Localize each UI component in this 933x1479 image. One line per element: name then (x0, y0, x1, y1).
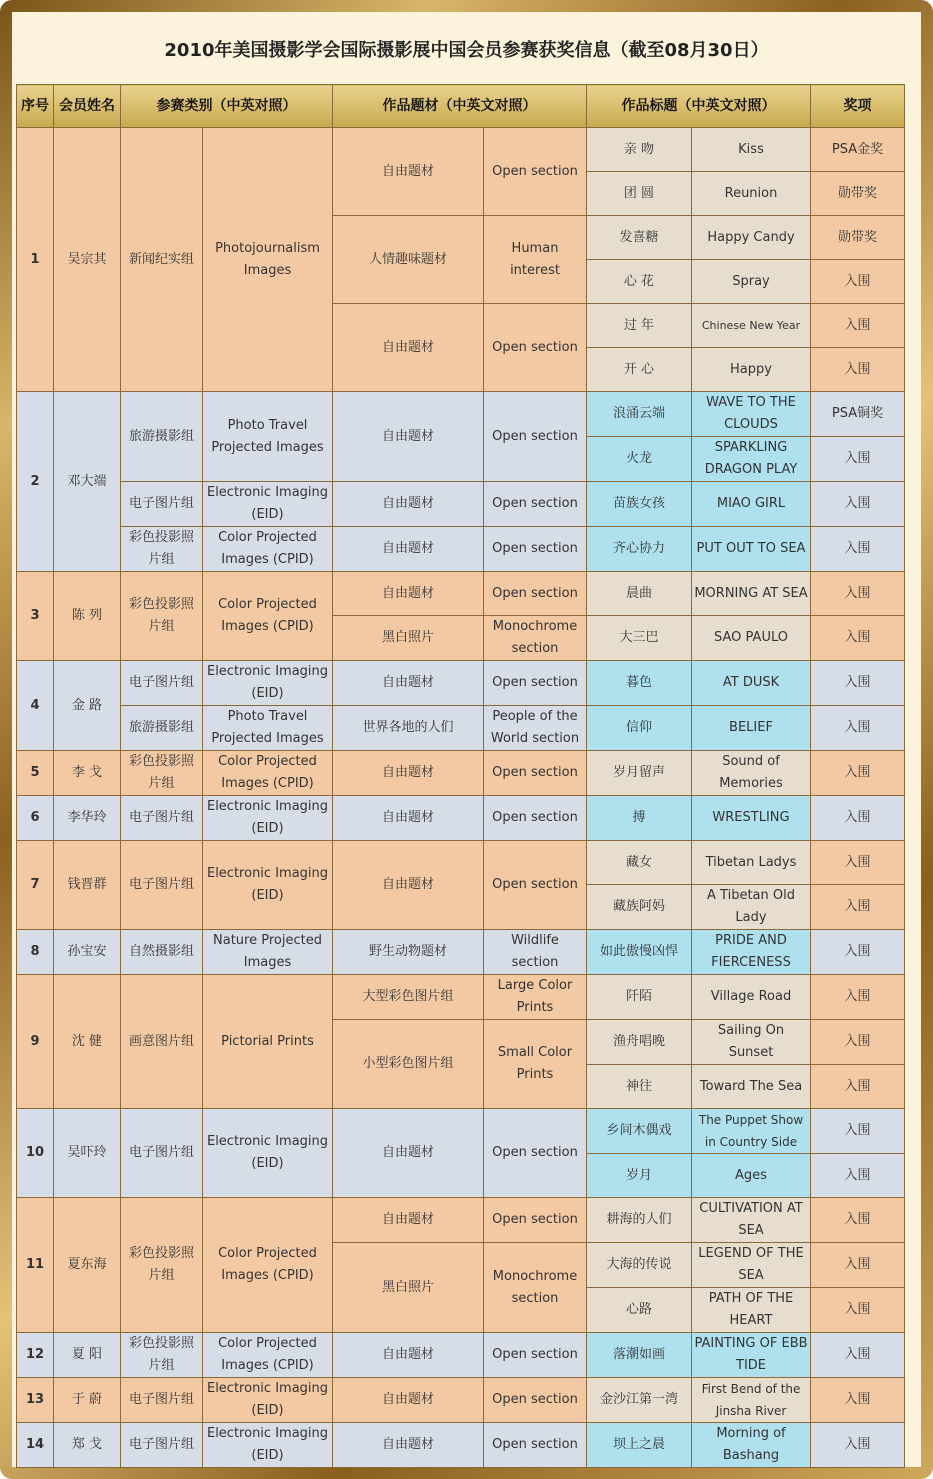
award: 入围 (811, 885, 905, 930)
table-row (17, 1109, 905, 1154)
member-name: 金 路 (54, 661, 121, 751)
subject-en: Monochrome section (484, 1243, 587, 1333)
work-cn: 火龙 (587, 437, 692, 482)
category-cn: 电子图片组 (121, 1378, 203, 1423)
table-row (17, 841, 905, 885)
work-cn: 开 心 (587, 348, 692, 392)
work-en: MIAO GIRL (692, 482, 811, 527)
header-award: 奖项 (811, 85, 905, 128)
work-cn: 藏族阿妈 (587, 885, 692, 930)
entry-no: 11 (17, 1198, 54, 1333)
subject-cn: 自由题材 (333, 796, 484, 841)
category-cn: 电子图片组 (121, 1109, 203, 1198)
subject-en: Open section (484, 1198, 587, 1243)
entry-no: 5 (17, 751, 54, 796)
award: 入围 (811, 1109, 905, 1154)
table-row (17, 930, 905, 975)
work-cn: 坝上之晨 (587, 1423, 692, 1468)
category-cn: 彩色投影照片组 (121, 751, 203, 796)
work-en: BELIEF (692, 706, 811, 751)
work-cn: 晨曲 (587, 572, 692, 616)
category-cn: 彩色投影照片组 (121, 1198, 203, 1333)
work-en: Village Road (692, 975, 811, 1020)
subject-cn: 自由题材 (333, 392, 484, 482)
work-cn: 心 花 (587, 260, 692, 304)
work-en: Happy Candy (692, 216, 811, 260)
category-en: Electronic Imaging (EID) (203, 482, 333, 527)
award: 入围 (811, 975, 905, 1020)
category-en: Electronic Imaging (EID) (203, 841, 333, 930)
subject-cn: 世界各地的人们 (333, 706, 484, 751)
member-name: 吴宗其 (54, 128, 121, 392)
subject-en: Open section (484, 392, 587, 482)
subject-cn: 黑白照片 (333, 616, 484, 661)
work-cn: 大海的传说 (587, 1243, 692, 1288)
award: 入围 (811, 260, 905, 304)
work-en: Sailing On Sunset (692, 1020, 811, 1065)
category-en: Color Projected Images (CPID) (203, 751, 333, 796)
work-cn: 大三巴 (587, 616, 692, 661)
table-row (17, 975, 905, 1020)
subject-cn: 自由题材 (333, 1378, 484, 1423)
work-cn: 神往 (587, 1065, 692, 1109)
member-name: 于 蔚 (54, 1378, 121, 1423)
table-row (17, 661, 905, 706)
category-en: Color Projected Images (CPID) (203, 527, 333, 572)
award: 入围 (811, 616, 905, 661)
subject-en: Open section (484, 751, 587, 796)
subject-en: Wildlife section (484, 930, 587, 975)
table-row (17, 706, 905, 751)
category-cn: 电子图片组 (121, 482, 203, 527)
work-en: LEGEND OF THE SEA (692, 1243, 811, 1288)
table-row (17, 1333, 905, 1378)
table-row (17, 1423, 905, 1468)
subject-cn: 野生动物题材 (333, 930, 484, 975)
work-en: PATH OF THE HEART (692, 1288, 811, 1333)
work-cn: 岁月 (587, 1154, 692, 1198)
category-en: Electronic Imaging (EID) (203, 796, 333, 841)
work-en: Kiss (692, 128, 811, 172)
entry-no: 13 (17, 1378, 54, 1423)
category-cn: 电子图片组 (121, 841, 203, 930)
category-en: Nature Projected Images (203, 930, 333, 975)
award: 入围 (811, 1020, 905, 1065)
category-en: Electronic Imaging (EID) (203, 661, 333, 706)
award: 入围 (811, 348, 905, 392)
work-cn: 发喜糖 (587, 216, 692, 260)
table-row (17, 1378, 905, 1423)
award: 入围 (811, 304, 905, 348)
subject-cn: 人情趣味题材 (333, 216, 484, 304)
subject-cn: 小型彩色图片组 (333, 1020, 484, 1109)
entry-no: 12 (17, 1333, 54, 1378)
category-cn: 电子图片组 (121, 661, 203, 706)
award: 入围 (811, 1243, 905, 1288)
category-en: Color Projected Images (CPID) (203, 1333, 333, 1378)
subject-en: Open section (484, 796, 587, 841)
header-category: 参赛类别（中英对照） (121, 85, 333, 128)
work-cn: 暮色 (587, 661, 692, 706)
subject-cn: 自由题材 (333, 841, 484, 930)
award: 入围 (811, 930, 905, 975)
subject-cn: 黑白照片 (333, 1243, 484, 1333)
header-member: 会员姓名 (54, 85, 121, 128)
subject-cn: 自由题材 (333, 527, 484, 572)
award: 入围 (811, 1423, 905, 1468)
table-row (17, 572, 905, 616)
entry-no: 2 (17, 392, 54, 572)
member-name: 李华玲 (54, 796, 121, 841)
work-en: MORNING AT SEA (692, 572, 811, 616)
table-row (17, 796, 905, 841)
subject-cn: 自由题材 (333, 482, 484, 527)
category-en: Electronic Imaging (EID) (203, 1109, 333, 1198)
work-en: WRESTLING (692, 796, 811, 841)
category-cn: 自然摄影组 (121, 930, 203, 975)
subject-en: Open section (484, 482, 587, 527)
work-cn: 如此傲慢凶悍 (587, 930, 692, 975)
work-en: CULTIVATION AT SEA (692, 1198, 811, 1243)
work-en: Spray (692, 260, 811, 304)
award: 入围 (811, 572, 905, 616)
award: 入围 (811, 751, 905, 796)
award: 入围 (811, 527, 905, 572)
work-en: The Puppet Show in Country Side (692, 1109, 811, 1154)
work-en: A Tibetan Old Lady (692, 885, 811, 930)
award: 入围 (811, 796, 905, 841)
table-row (17, 751, 905, 796)
header-row (17, 85, 905, 128)
category-cn: 电子图片组 (121, 1423, 203, 1468)
work-cn: 阡陌 (587, 975, 692, 1020)
entry-no: 6 (17, 796, 54, 841)
subject-cn: 自由题材 (333, 1198, 484, 1243)
category-en: Electronic Imaging (EID) (203, 1378, 333, 1423)
member-name: 孙宝安 (54, 930, 121, 975)
work-en: Toward The Sea (692, 1065, 811, 1109)
award: PSA铜奖 (811, 392, 905, 437)
header-no: 序号 (17, 85, 54, 128)
award: 勋带奖 (811, 172, 905, 216)
work-en: SPARKLING DRAGON PLAY (692, 437, 811, 482)
subject-en: Open section (484, 572, 587, 616)
subject-en: Open section (484, 1333, 587, 1378)
award: 入围 (811, 1065, 905, 1109)
subject-en: Monochrome section (484, 616, 587, 661)
subject-cn: 自由题材 (333, 751, 484, 796)
header-subject: 作品题材（中英文对照） (333, 85, 587, 128)
work-cn: 乡间木偶戏 (587, 1109, 692, 1154)
award: 勋带奖 (811, 216, 905, 260)
category-cn: 电子图片组 (121, 796, 203, 841)
category-cn: 彩色投影照片组 (121, 572, 203, 661)
work-cn: 过 年 (587, 304, 692, 348)
category-cn: 新闻纪实组 (121, 128, 203, 392)
category-cn: 彩色投影照片组 (121, 527, 203, 572)
subject-en: Open section (484, 1423, 587, 1468)
member-name: 李 戈 (54, 751, 121, 796)
category-en: Color Projected Images (CPID) (203, 1198, 333, 1333)
member-name: 钱晋群 (54, 841, 121, 930)
work-en: SAO PAULO (692, 616, 811, 661)
subject-en: Small Color Prints (484, 1020, 587, 1109)
award: 入围 (811, 841, 905, 885)
subject-cn: 自由题材 (333, 1423, 484, 1468)
member-name: 沈 健 (54, 975, 121, 1109)
work-en: Sound of Memories (692, 751, 811, 796)
award: 入围 (811, 1378, 905, 1423)
work-cn: 心路 (587, 1288, 692, 1333)
work-en: Morning of Bashang (692, 1423, 811, 1468)
entry-no: 1 (17, 128, 54, 392)
work-cn: 渔舟唱晚 (587, 1020, 692, 1065)
award: 入围 (811, 1154, 905, 1198)
category-en: Photo Travel Projected Images (203, 392, 333, 482)
work-en: WAVE TO THE CLOUDS (692, 392, 811, 437)
work-en: Tibetan Ladys (692, 841, 811, 885)
subject-en: Open section (484, 1378, 587, 1423)
entry-no: 8 (17, 930, 54, 975)
work-en: AT DUSK (692, 661, 811, 706)
subject-en: Large Color Prints (484, 975, 587, 1020)
category-cn: 旅游摄影组 (121, 706, 203, 751)
work-cn: 信仰 (587, 706, 692, 751)
award: 入围 (811, 1333, 905, 1378)
subject-en: Open section (484, 841, 587, 930)
award: 入围 (811, 437, 905, 482)
member-name: 郑 戈 (54, 1423, 121, 1468)
category-en: Photojournalism Images (203, 128, 333, 392)
page-title: 2010年美国摄影学会国际摄影展中国会员参赛获奖信息（截至08月30日） (164, 40, 769, 61)
subject-en: Open section (484, 304, 587, 392)
work-en: PUT OUT TO SEA (692, 527, 811, 572)
work-en: PAINTING OF EBB TIDE (692, 1333, 811, 1378)
entry-no: 3 (17, 572, 54, 661)
work-cn: 亲 吻 (587, 128, 692, 172)
subject-cn: 大型彩色图片组 (333, 975, 484, 1020)
table-row (17, 527, 905, 572)
member-name: 邓大端 (54, 392, 121, 572)
work-en: First Bend of the Jinsha River (692, 1378, 811, 1423)
work-cn: 藏女 (587, 841, 692, 885)
subject-cn: 自由题材 (333, 1333, 484, 1378)
entry-no: 4 (17, 661, 54, 751)
subject-en: Open section (484, 661, 587, 706)
category-en: Photo Travel Projected Images (203, 706, 333, 751)
table-row (17, 392, 905, 437)
work-en: Chinese New Year (692, 304, 811, 348)
entry-no: 14 (17, 1423, 54, 1468)
category-cn: 旅游摄影组 (121, 392, 203, 482)
subject-cn: 自由题材 (333, 1109, 484, 1198)
work-cn: 齐心协力 (587, 527, 692, 572)
category-en: Electronic Imaging (EID) (203, 1423, 333, 1468)
subject-en: Human interest (484, 216, 587, 304)
member-name: 夏东海 (54, 1198, 121, 1333)
category-cn: 画意图片组 (121, 975, 203, 1109)
award: 入围 (811, 482, 905, 527)
work-en: Reunion (692, 172, 811, 216)
work-cn: 搏 (587, 796, 692, 841)
work-cn: 落潮如画 (587, 1333, 692, 1378)
entry-no: 9 (17, 975, 54, 1109)
subject-cn: 自由题材 (333, 304, 484, 392)
work-en: Ages (692, 1154, 811, 1198)
subject-en: Open section (484, 1109, 587, 1198)
subject-cn: 自由题材 (333, 572, 484, 616)
entry-no: 7 (17, 841, 54, 930)
award: 入围 (811, 661, 905, 706)
subject-en: People of the World section (484, 706, 587, 751)
subject-cn: 自由题材 (333, 128, 484, 216)
work-en: PRIDE AND FIERCENESS (692, 930, 811, 975)
member-name: 陈 列 (54, 572, 121, 661)
work-cn: 苗族女孩 (587, 482, 692, 527)
work-cn: 团 圆 (587, 172, 692, 216)
subject-cn: 自由题材 (333, 661, 484, 706)
work-en: Happy (692, 348, 811, 392)
entry-no: 10 (17, 1109, 54, 1198)
award: 入围 (811, 1288, 905, 1333)
category-cn: 彩色投影照片组 (121, 1333, 203, 1378)
table-row (17, 128, 905, 172)
work-cn: 岁月留声 (587, 751, 692, 796)
awards-table (16, 84, 905, 1468)
award: PSA金奖 (811, 128, 905, 172)
header-work-title: 作品标题（中英文对照） (587, 85, 811, 128)
work-cn: 金沙江第一湾 (587, 1378, 692, 1423)
member-name: 吴吓玲 (54, 1109, 121, 1198)
member-name: 夏 阳 (54, 1333, 121, 1378)
category-en: Pictorial Prints (203, 975, 333, 1109)
table-row (17, 482, 905, 527)
category-en: Color Projected Images (CPID) (203, 572, 333, 661)
subject-en: Open section (484, 527, 587, 572)
work-cn: 耕海的人们 (587, 1198, 692, 1243)
work-cn: 浪涌云端 (587, 392, 692, 437)
award: 入围 (811, 1198, 905, 1243)
table-row (17, 1198, 905, 1243)
subject-en: Open section (484, 128, 587, 216)
award: 入围 (811, 706, 905, 751)
